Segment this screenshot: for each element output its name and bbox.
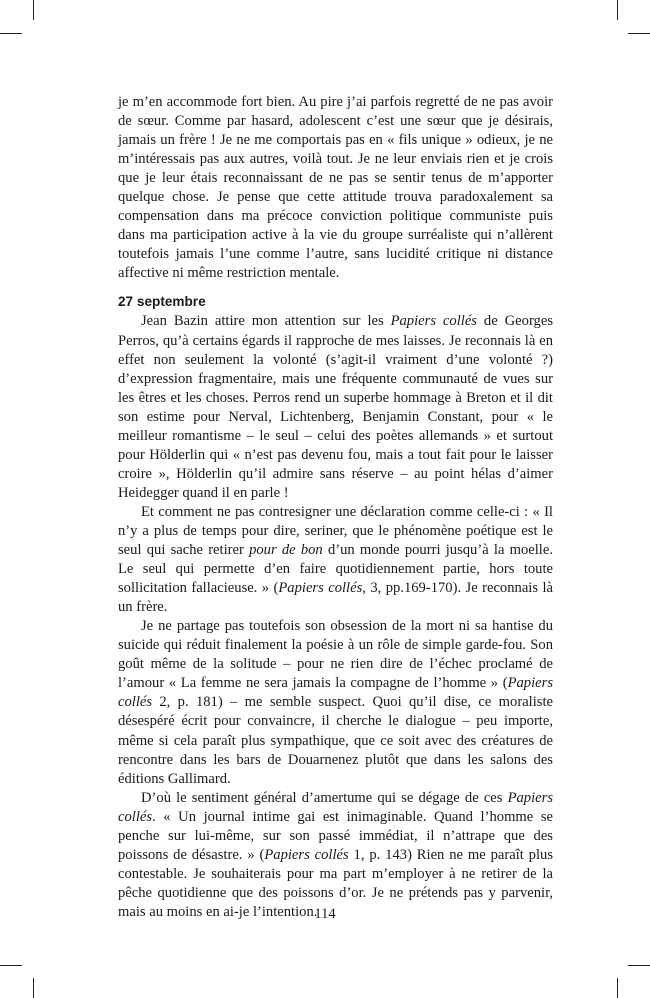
paragraph — [118, 312, 553, 502]
crop-mark — [628, 33, 650, 34]
paragraph — [118, 503, 553, 617]
text-run: de Georges Perros, qu’à certains égards il rapproche de mes laisses. Je reconnais là en effet non seulement la volonté (s’agit-il vraiment d’une volonté ?) d’expression fragmentaire, mais une fréquente communauté de vues sur les êtres et les choses. Perros rend un superbe hommage à Breton et il dit son estime pour Nerval, Lichtenberg, Benjamin Constant, pour « le meilleur romantisme – le seul – celui des poètes allemands » et surtout pour Hölderlin qui « n’est pas devenu fou, mais a tout fait pour le laisser croire », Hölderlin qu’il admire sans réserve – au point hélas d’aimer Heidegger quand il en parle ! — [118, 313, 554, 501]
text-run: . « Un journal intime gai est inimaginable. Quand l’homme se penche sur lui-même, sur son passé immédiat, il n’attrape que des poissons de désastre. » ( — [118, 808, 553, 863]
text-run: 1, p. 143) Rien ne me paraît plus contestable. Je souhaiterais pour ma part m’employer à ne retirer de la pêche quotidienne que des poissons d’or. Je ne prétends pas y parvenir, mais au moins en ai-je l’intention. — [118, 846, 553, 920]
text-run: , 3, pp.169-170). Je reconnais là un frère. — [118, 580, 553, 616]
paragraph — [118, 789, 553, 922]
text-run: Je ne partage pas toutefois son obsession de la mort ni sa hantise du suicide qui réduit finalement la poésie à un rôle de simple garde-fou. Son goût même de la solitude – pour ne rien dire de l’échec proclamé de l’amour « La femme ne sera jamais la compagne de l’homme » ( — [118, 618, 553, 692]
book-title: Papiers collés — [390, 313, 477, 330]
crop-mark — [628, 965, 650, 966]
body-text — [118, 93, 553, 922]
text-run: D’où le sentiment général d’amertume qui se dégage de ces — [141, 789, 508, 806]
book-title: Papiers collés — [118, 675, 553, 711]
text-run: d’un monde pourri jusqu’à la moelle. Le seul qui permette d’en faire quotidiennement partie, hors toute sollicitation fallacieuse. » ( — [118, 542, 553, 597]
paragraph-continuation: je m’en accommode fort bien. Au pire j’ai parfois regretté de ne pas avoir de sœur. Comme par hasard, adolescent c’est une sœur que je désirais, jamais un frère ! Je ne me comportais pas en « fils unique » odieux, je ne m’intéressais pas aux autres, voilà tout. Je ne leur enviais rien et je crois que je leur étais reconnaissant de ne pas se sentir tenus de m’apporter quelque chose. Je pense que cette attitude trouva paradoxalement sa compensation dans ma précoce conviction politique communiste puis dans ma participation active à la vie du groupe surréaliste qui n’allèrent toutefois jamais l’une comme l’autre, sans lucidité critique ni distance affective ni même restriction mentale. — [118, 94, 553, 282]
book-title: Papiers collés — [118, 789, 553, 825]
crop-mark — [33, 978, 34, 998]
book-title: Papiers collés — [278, 580, 363, 597]
crop-mark — [617, 0, 618, 20]
crop-mark — [0, 33, 22, 34]
paragraph — [118, 617, 553, 788]
text-run: Jean Bazin attire mon attention sur les — [141, 313, 391, 330]
book-title: Papiers collés — [264, 846, 349, 863]
crop-mark — [33, 0, 34, 20]
crop-mark — [0, 965, 22, 966]
section-heading: 27 septembre — [118, 294, 206, 310]
page-number: 114 — [314, 906, 336, 922]
text-run: 2, p. 181) – me semble suspect. Quoi qu’il dise, ce moraliste désespéré écrit pour convaincre, il cherche le dialogue – peu importe, même si cela paraît plus sympathique, que ce soit avec des créatures de rencontre dans les bars de Douarnenez plutôt que dans les salons des éditions Gallimard. — [118, 694, 553, 787]
text-run: Et comment ne pas contresigner une déclaration comme celle-ci : « Il n’y a plus de temps pour dire, seriner, que le phénomène poétique est le seul qui sache retirer — [118, 503, 553, 559]
crop-mark — [617, 978, 618, 998]
emphasis: pour de bon — [249, 542, 323, 559]
